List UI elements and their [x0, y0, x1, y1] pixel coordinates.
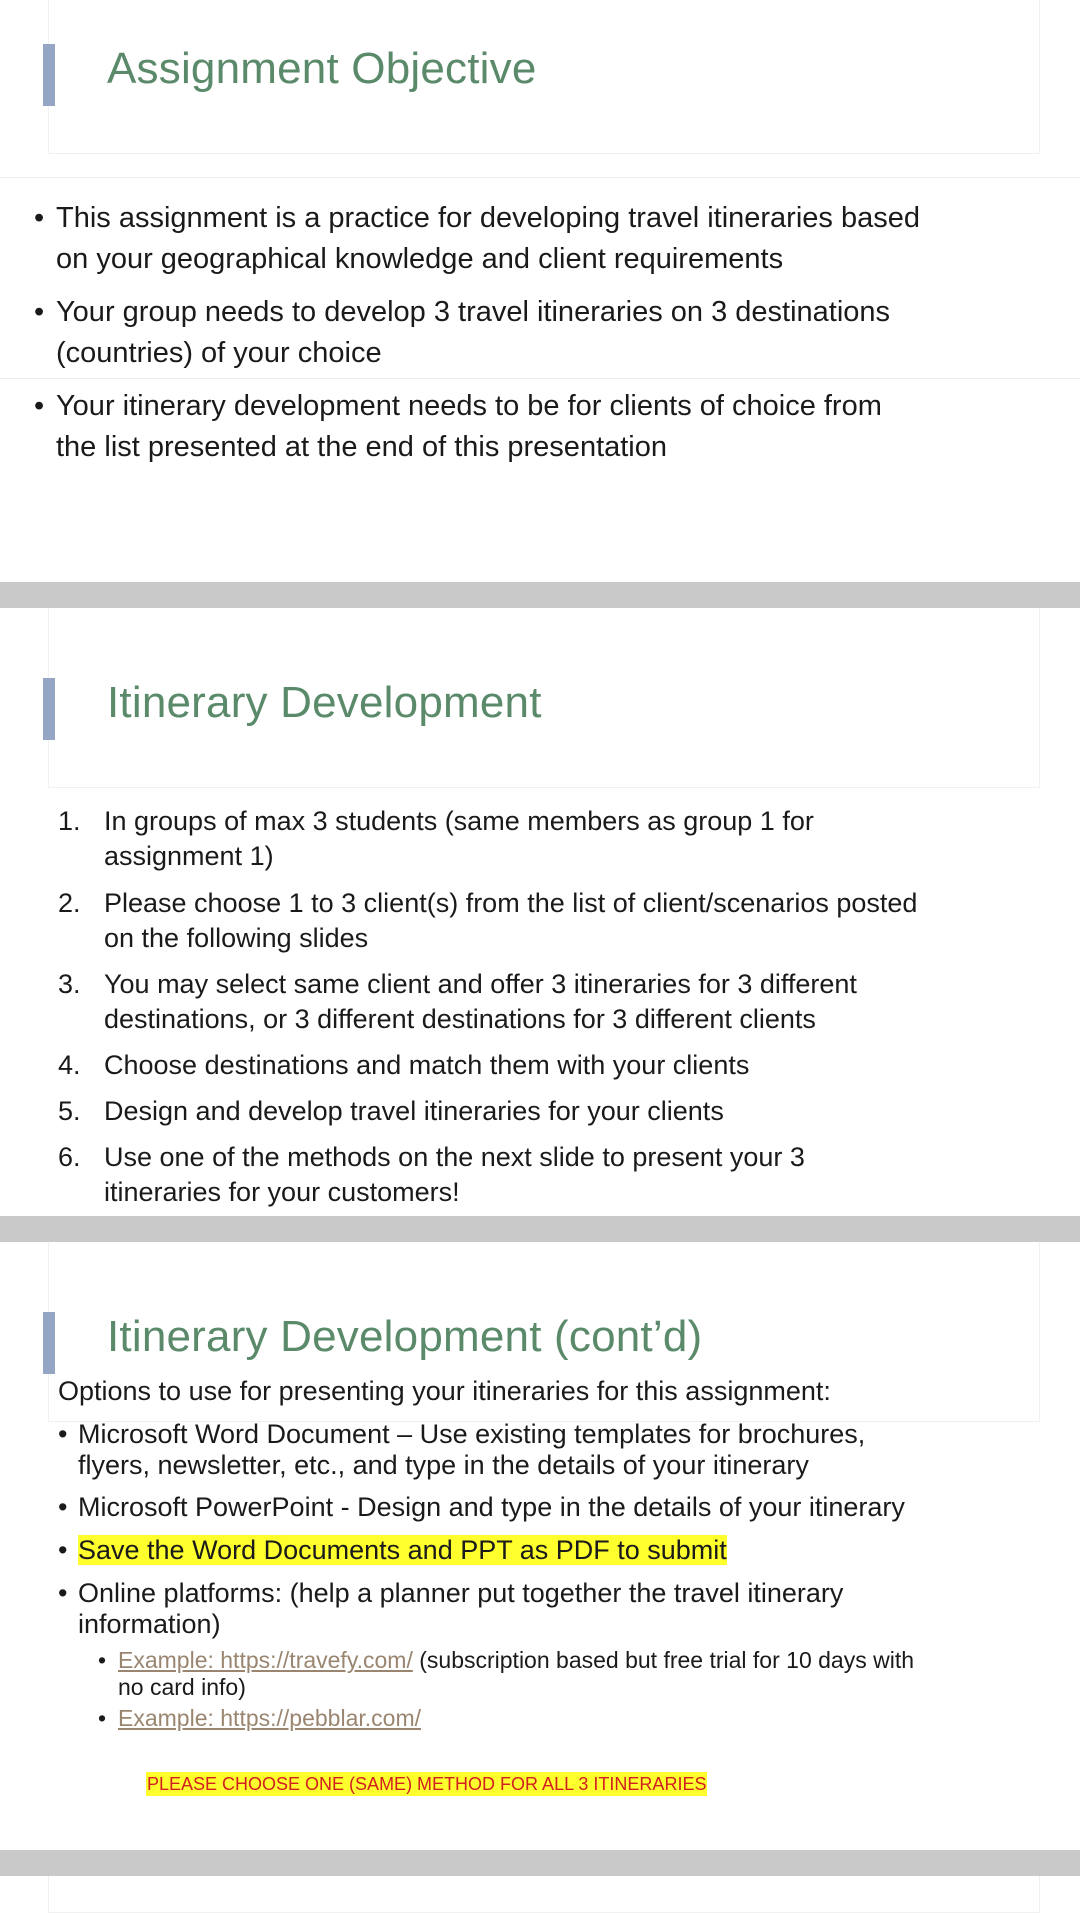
bullet-item	[34, 292, 1066, 374]
bullet-item	[58, 1535, 1068, 1566]
intro-text: Options to use for presenting your itineraries for this assignment:	[58, 1376, 831, 1406]
bullet-dot: •	[58, 1535, 68, 1565]
list-number: 2.	[58, 888, 81, 918]
travefy-link[interactable]: Example: https://travefy.com/	[118, 1647, 413, 1673]
bullet-line: This assignment is a practice for developing travel itineraries based	[56, 202, 920, 234]
slide-title: Itinerary Development	[107, 678, 542, 727]
list-line: In groups of max 3 students (same members as group 1 for	[104, 806, 814, 836]
list-item	[58, 886, 1024, 956]
list-line: You may select same client and offer 3 itineraries for 3 different	[104, 969, 857, 999]
slide-assignment-objective	[0, 0, 1080, 582]
slide-separator	[0, 582, 1080, 608]
bullet-line: flyers, newsletter, etc., and type in the details of your itinerary	[78, 1450, 809, 1480]
list-line: Please choose 1 to 3 client(s) from the list of client/scenarios posted	[104, 888, 918, 918]
sub-bullet-item	[98, 1647, 1018, 1701]
title-accent-bar	[43, 678, 55, 740]
list-item	[58, 1094, 1024, 1129]
slide-separator	[0, 1216, 1080, 1242]
bullet-line: Microsoft Word Document – Use existing templates for brochures,	[78, 1419, 866, 1449]
title-accent-bar	[43, 1312, 55, 1374]
bullet-dot: •	[34, 202, 45, 234]
bullet-dot: •	[58, 1492, 68, 1522]
bullet-dot: •	[98, 1705, 107, 1731]
list-line: Use one of the methods on the next slide to present your 3	[104, 1142, 805, 1172]
list-line: on the following slides	[104, 923, 369, 953]
bullet-line: Your group needs to develop 3 travel itineraries on 3 destinations	[56, 296, 891, 328]
list-number: 6.	[58, 1142, 81, 1172]
list-line: assignment 1)	[104, 841, 274, 871]
bullet-dot: •	[58, 1419, 68, 1449]
next-slide-partial	[0, 1876, 1080, 1913]
list-line: Design and develop travel itineraries for your clients	[104, 1096, 724, 1126]
divider	[0, 378, 1080, 379]
bullet-item	[58, 1419, 1068, 1481]
bullet-line: (countries) of your choice	[56, 337, 382, 369]
list-line: itineraries for your customers!	[104, 1177, 460, 1207]
method-notice: PLEASE CHOOSE ONE (SAME) METHOD FOR ALL 3 ITINERARIES	[147, 1774, 707, 1794]
list-item	[58, 1048, 1024, 1083]
divider	[0, 177, 1080, 178]
bullet-item	[58, 1578, 1068, 1640]
list-line: Choose destinations and match them with your clients	[104, 1050, 750, 1080]
list-item	[58, 804, 1024, 874]
sub-bullet-text: (subscription based but free trial for 10 days with	[412, 1647, 914, 1673]
title-accent-bar	[43, 44, 55, 106]
bullet-item	[34, 198, 1066, 280]
bullet-item	[58, 1492, 1068, 1523]
bullet-line: information)	[78, 1609, 221, 1639]
bullet-line: Microsoft PowerPoint - Design and type in the details of your itinerary	[78, 1492, 905, 1522]
list-number: 1.	[58, 806, 81, 836]
list-item	[58, 967, 1024, 1037]
sub-bullet-text: no card info)	[118, 1674, 246, 1700]
bullet-line: on your geographical knowledge and client requirements	[56, 243, 784, 275]
bullet-line: Online platforms: (help a planner put together the travel itinerary	[78, 1578, 844, 1608]
bullet-dot: •	[34, 296, 45, 328]
list-item	[58, 1140, 1024, 1210]
list-number: 3.	[58, 969, 81, 999]
bullet-dot: •	[34, 390, 45, 422]
highlighted-text: Save the Word Documents and PPT as PDF to submit	[78, 1535, 727, 1565]
sub-bullet-item	[98, 1705, 1018, 1732]
list-line: destinations, or 3 different destinations for 3 different clients	[104, 1004, 816, 1034]
slide-title: Assignment Objective	[107, 44, 537, 93]
bullet-line: the list presented at the end of this presentation	[56, 431, 668, 463]
list-number: 4.	[58, 1050, 81, 1080]
title-placeholder	[48, 1876, 1040, 1913]
slide-itinerary-development	[0, 608, 1080, 1216]
bullet-dot: •	[58, 1578, 68, 1608]
slide-separator	[0, 1850, 1080, 1876]
list-number: 5.	[58, 1096, 81, 1126]
slide-title: Itinerary Development (cont’d)	[107, 1312, 703, 1361]
bullet-dot: •	[98, 1647, 107, 1673]
pebblar-link[interactable]: Example: https://pebblar.com/	[118, 1705, 421, 1731]
bullet-line: Your itinerary development needs to be for clients of choice from	[56, 390, 882, 422]
bullet-item	[34, 386, 1066, 468]
